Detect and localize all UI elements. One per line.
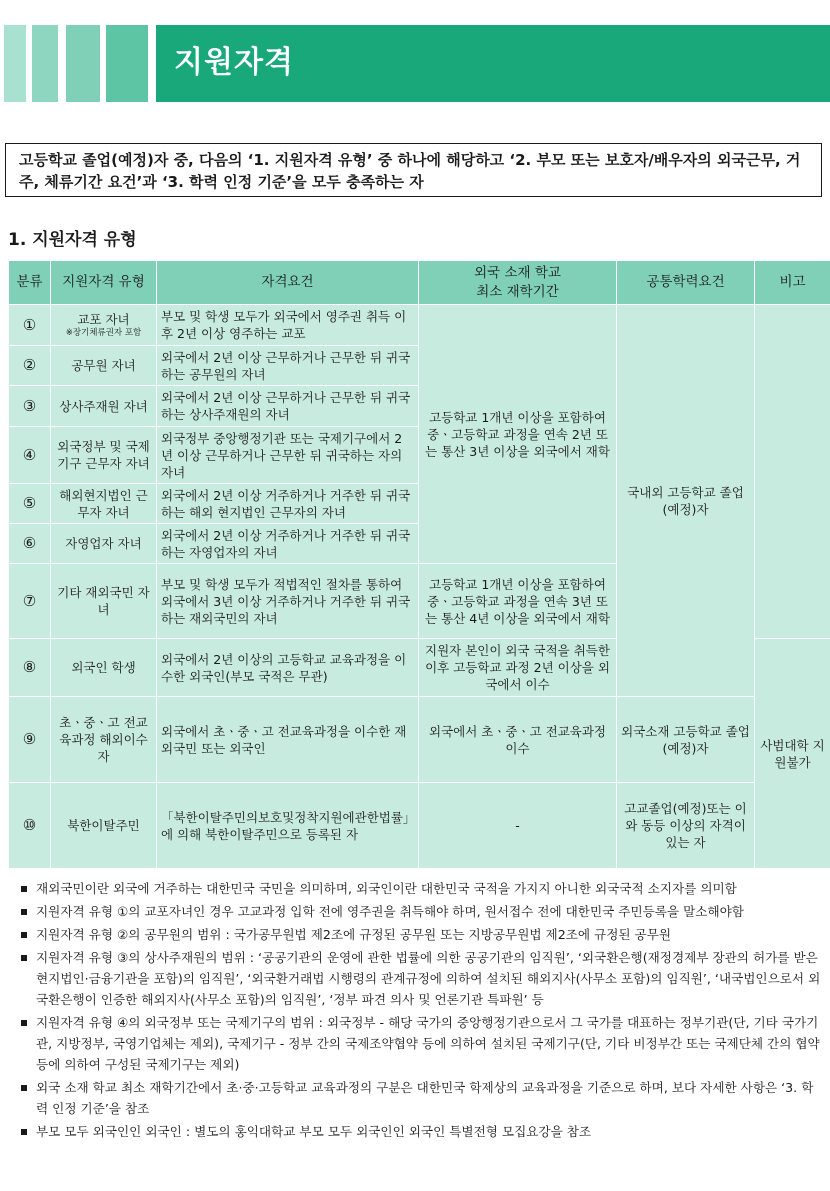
- row-type: 상사주재원 자녀: [51, 386, 157, 427]
- table-row: [9, 783, 830, 869]
- row-requirement: 외국정부 중앙행정기관 또는 국제기구에서 2년 이상 근무하거나 근무한 뒤 귀국하는 자의 자녀: [157, 427, 419, 484]
- list-item: 지원자격 유형 ③의 상사주재원의 범위 : ‘공공기관의 운영에 관한 법률에 의한 공공기관의 임직원’, ‘외국환은행(재정경제부 장관의 허가를 받은 현지법인·금융기관을 포함)의 임직원’, ‘외국환거래법 시행령의 관계규정에 의하여 설치된 해외지사(사무소 포함)의 임직원’, ‘내국법인으로서 외국환은행이 인증한 해외지사(사무소 포함)의 임직원’, ‘정부 파견 의사 및 언론기관 특파원’ 등: [8, 947, 824, 1010]
- row-type: 공무원 자녀: [51, 346, 157, 386]
- education-cell-10: 고교졸업(예정)또는 이와 동등 이상의 자격이 있는 자: [617, 783, 755, 869]
- period-cell-7: 고등학교 1개년 이상을 포함하여 중ㆍ고등학교 과정을 연속 3년 또는 통산 4년 이상을 외국에서 재학: [419, 564, 617, 639]
- row-requirement: 외국에서 2년 이상의 고등학교 교육과정을 이수한 외국인(부모 국적은 무관): [157, 639, 419, 697]
- header-type: 지원자격 유형: [51, 261, 157, 305]
- list-item: 지원자격 유형 ④의 외국정부 또는 국제기구의 범위 : 외국정부 - 해당 국가의 중앙행정기관으로서 그 국가를 대표하는 정부기관(단, 기타 국가기관, 지방정부, 국영기업체는 제외), 국제기구 - 정부 간의 국제조약협약 등에 의하여 설치된 국제기구(단, 기타 비정부간 또는 국제단체 간의 협약 등에 의하여 구성된 국제기구는 제외): [8, 1012, 824, 1075]
- table-row: [9, 305, 830, 346]
- table-row: [9, 697, 830, 783]
- header-category: 분류: [9, 261, 51, 305]
- period-cell-10: -: [419, 783, 617, 869]
- education-cell-9: 외국소재 고등학교 졸업(예정)자: [617, 697, 755, 783]
- row-type-note: ※장기체류권자 포함: [65, 328, 142, 338]
- eligibility-table: [8, 260, 830, 869]
- list-item: 재외국민이란 외국에 거주하는 대한민국 국민을 의미하며, 외국인이란 대한민국 국적을 가지지 아니한 외국국적 소지자를 의미함: [8, 878, 824, 899]
- period-cell-8: 지원자 본인이 외국 국적을 취득한 이후 고등학교 과정 2년 이상을 외국에서 이수: [419, 639, 617, 697]
- header-period-line2: 최소 재학기간: [476, 283, 559, 300]
- row-requirement: 외국에서 2년 이상 근무하거나 근무한 뒤 귀국하는 상사주재원의 자녀: [157, 386, 419, 427]
- table-header-row: [9, 261, 830, 305]
- row-type: 초ㆍ중ㆍ고 전교육과정 해외이수자: [51, 697, 157, 783]
- header-title-bar: [156, 25, 830, 102]
- row-type: 기타 재외국민 자녀: [51, 564, 157, 639]
- header-requirement: 자격요건: [157, 261, 419, 305]
- row-number: ⑤: [9, 484, 51, 524]
- list-item: 지원자격 유형 ①의 교포자녀인 경우 고교과정 입학 전에 영주권을 취득해야 하며, 원서접수 전에 대한민국 주민등록을 말소해야함: [8, 901, 824, 922]
- decor-stripe: [32, 25, 58, 102]
- row-type: 외국인 학생: [51, 639, 157, 697]
- row-requirement: 「북한이탈주민의보호및정착지원에관한법률」에 의해 북한이탈주민으로 등록된 자: [157, 783, 419, 869]
- section-title-eligibility-types: 1. 지원자격 유형: [8, 230, 137, 250]
- remark-cell-1-7: [755, 305, 830, 639]
- row-requirement: 외국에서 2년 이상 거주하거나 거주한 뒤 귀국하는 해외 현지법인 근무자의 자녀: [157, 484, 419, 524]
- row-requirement: 외국에서 2년 이상 근무하거나 근무한 뒤 귀국하는 공무원의 자녀: [157, 346, 419, 386]
- row-number: ③: [9, 386, 51, 427]
- period-cell-9: 외국에서 초ㆍ중ㆍ고 전교육과정 이수: [419, 697, 617, 783]
- notes-list: [8, 878, 824, 1144]
- header-period-line1: 외국 소재 학교: [474, 264, 561, 281]
- decor-stripe: [4, 25, 26, 102]
- header-period: [419, 261, 617, 305]
- row-requirement: 부모 및 학생 모두가 적법적인 절차를 통하여 외국에서 3년 이상 거주하거나 거주한 뒤 귀국하는 재외국민의 자녀: [157, 564, 419, 639]
- row-number: ⑧: [9, 639, 51, 697]
- row-type: 해외현지법인 근무자 자녀: [51, 484, 157, 524]
- row-type-label: 교포 자녀: [77, 312, 130, 327]
- header-education: 공통학력요건: [617, 261, 755, 305]
- education-cell-1-8: 국내외 고등학교 졸업(예정)자: [617, 305, 755, 697]
- row-type: 외국정부 및 국제기구 근무자 자녀: [51, 427, 157, 484]
- page-title: 지원자격: [174, 45, 294, 80]
- list-item: 외국 소재 학교 최소 재학기간에서 초·중·고등학교 교육과정의 구분은 대한민국 학제상의 교육과정을 기준으로 하며, 보다 자세한 사항은 ‘3. 학력 인정 기준’을 참조: [8, 1077, 824, 1119]
- row-type: 북한이탈주민: [51, 783, 157, 869]
- row-requirement: 부모 및 학생 모두가 외국에서 영주권 취득 이후 2년 이상 영주하는 교포: [157, 305, 419, 346]
- decor-stripe: [106, 25, 148, 102]
- row-number: ②: [9, 346, 51, 386]
- row-number: ⑨: [9, 697, 51, 783]
- eligibility-summary-box: 고등학교 졸업(예정)자 중, 다음의 ‘1. 지원자격 유형’ 중 하나에 해당하고 ‘2. 부모 또는 보호자/배우자의 외국근무, 거주, 체류기간 요건’과 ‘3. 학력 인정 기준’을 모두 충족하는 자: [5, 143, 822, 197]
- list-item: 부모 모두 외국인인 외국인 : 별도의 홍익대학교 부모 모두 외국인인 외국인 특별전형 모집요강을 참조: [8, 1121, 824, 1142]
- row-requirement: 외국에서 2년 이상 거주하거나 거주한 뒤 귀국하는 자영업자의 자녀: [157, 524, 419, 564]
- list-item: 지원자격 유형 ②의 공무원의 범위 : 국가공무원법 제2조에 규정된 공무원 또는 지방공무원법 제2조에 규정된 공무원: [8, 924, 824, 945]
- period-cell-1-6: 고등학교 1개년 이상을 포함하여 중ㆍ고등학교 과정을 연속 2년 또는 통산 3년 이상을 외국에서 재학: [419, 305, 617, 564]
- row-number: ④: [9, 427, 51, 484]
- row-requirement: 외국에서 초ㆍ중ㆍ고 전교육과정을 이수한 재외국민 또는 외국인: [157, 697, 419, 783]
- header-banner: [0, 25, 830, 102]
- row-number: ⑦: [9, 564, 51, 639]
- row-number: ⑩: [9, 783, 51, 869]
- decor-stripe: [66, 25, 100, 102]
- row-number: ①: [9, 305, 51, 346]
- row-number: ⑥: [9, 524, 51, 564]
- remark-cell-8-10: 사범대학 지원불가: [755, 639, 830, 869]
- header-remark: 비고: [755, 261, 830, 305]
- row-type: [51, 305, 157, 346]
- row-type: 자영업자 자녀: [51, 524, 157, 564]
